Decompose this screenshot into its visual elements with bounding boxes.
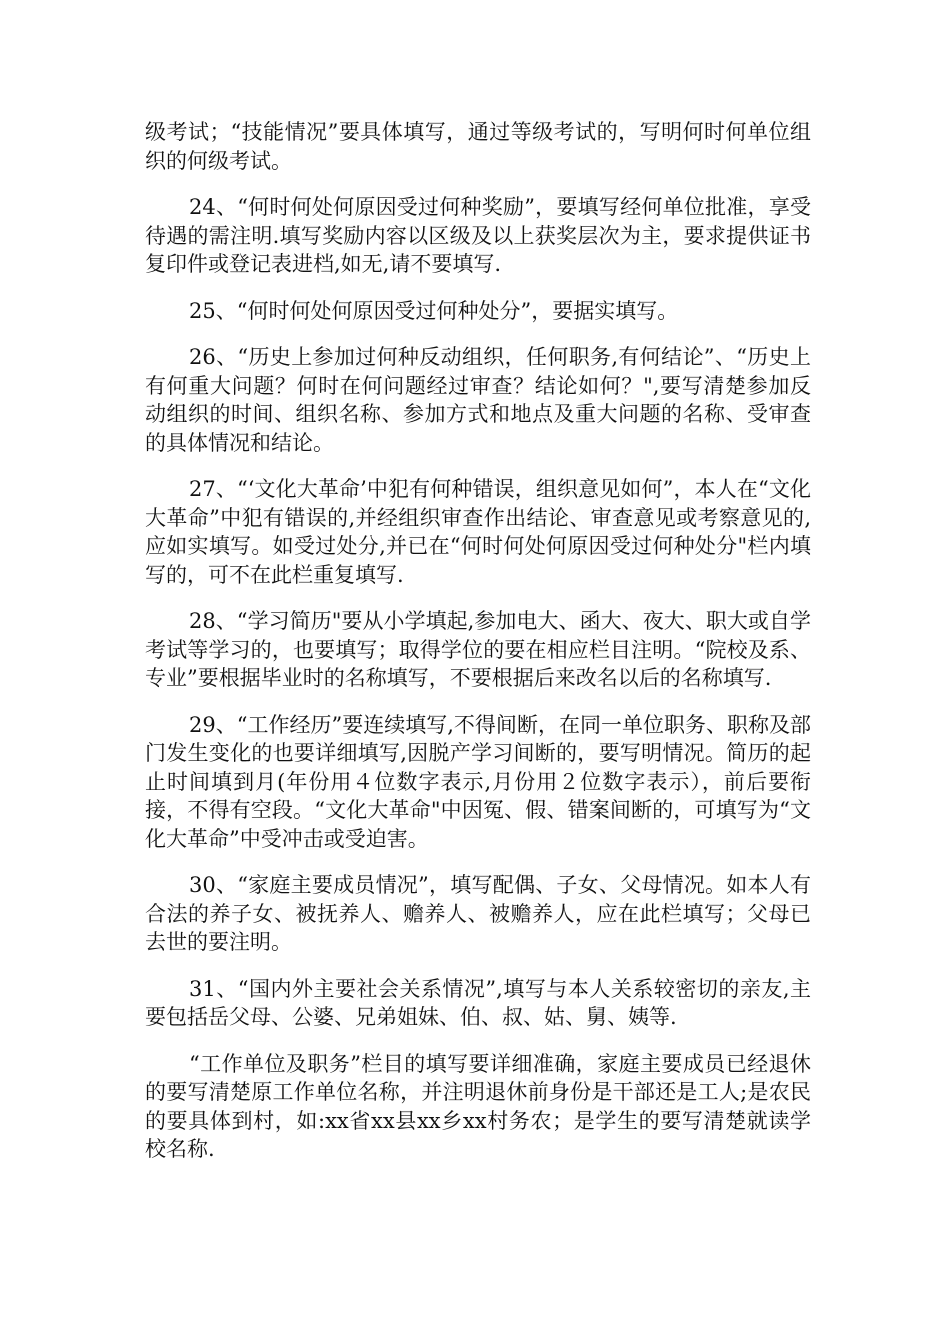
paragraph-item-28: 28、“学习简历"要从小学填起,参加电大、函大、夜大、职大或自学考试等学习的，也要填写；取得学位的要在相应栏目注明。“院校及系、专业”要根据毕业时的名称填写，不要根据后来改名以后的名称填写. bbox=[145, 609, 811, 690]
paragraph-item-25: 25、“何时何处何原因受过何种处分”，要据实填写。 bbox=[189, 298, 679, 323]
paragraph-item-30: 30、“家庭主要成员情况”，填写配偶、子女、父母情况。如本人有合法的养子女、被抚养人、赡养人、被赡养人，应在此栏填写；父母已去世的要注明。 bbox=[145, 873, 811, 954]
paragraph-item-26: 26、“历史上参加过何种反动组织，任何职务,有何结论”、“历史上有何重大问题？何时在何问题经过审查？结论如何？",要写清楚参加反动组织的时间、组织名称、参加方式和地点及重大问题的名称、受审查的具体情况和结论。 bbox=[145, 345, 811, 455]
document-page bbox=[145, 118, 811, 1164]
paragraph-work-unit: “工作单位及职务”栏目的填写要详细准确，家庭主要成员已经退休的要写清楚原工作单位名称，并注明退休前身份是干部还是工人;是农民的要具体到村，如:xx省xx县xx乡xx村务农；是学生的要写清楚就读学校名称. bbox=[145, 1051, 811, 1161]
paragraph-item-27: 27、“‘文化大革命’中犯有何种错误，组织意见如何”，本人在“文化大革命”中犯有错误的,并经组织审查作出结论、审查意见或考察意见的,应如实填写。如受过处分,并已在“何时何处何原因受过何种处分"栏内填写的，可不在此栏重复填写. bbox=[145, 477, 811, 587]
paragraph-continuation: 级考试；“技能情况”要具体填写，通过等级考试的，写明何时何单位组织的何级考试。 bbox=[145, 120, 811, 173]
paragraph-item-24: 24、“何时何处何原因受过何种奖励”，要填写经何单位批准，享受待遇的需注明.填写奖励内容以区级及以上获奖层次为主，要求提供证书复印件或登记表进档,如无,请不要填写. bbox=[145, 195, 811, 276]
paragraph-item-29: 29、“工作经历”要连续填写,不得间断，在同一单位职务、职称及部门发生变化的也要详细填写,因脱产学习间断的，要写明情况。简历的起止时间填到月(年份用４位数字表示,月份用２位数字表示），前后要衔接，不得有空段。“文化大革命"中因冤、假、错案间断的，可填写为“文化大革命”中受冲击或受迫害。 bbox=[145, 712, 811, 851]
paragraph-item-31: 31、“国内外主要社会关系情况”,填写与本人关系较密切的亲友,主要包括岳父母、公婆、兄弟姐妹、伯、叔、姑、舅、姨等. bbox=[145, 976, 811, 1029]
